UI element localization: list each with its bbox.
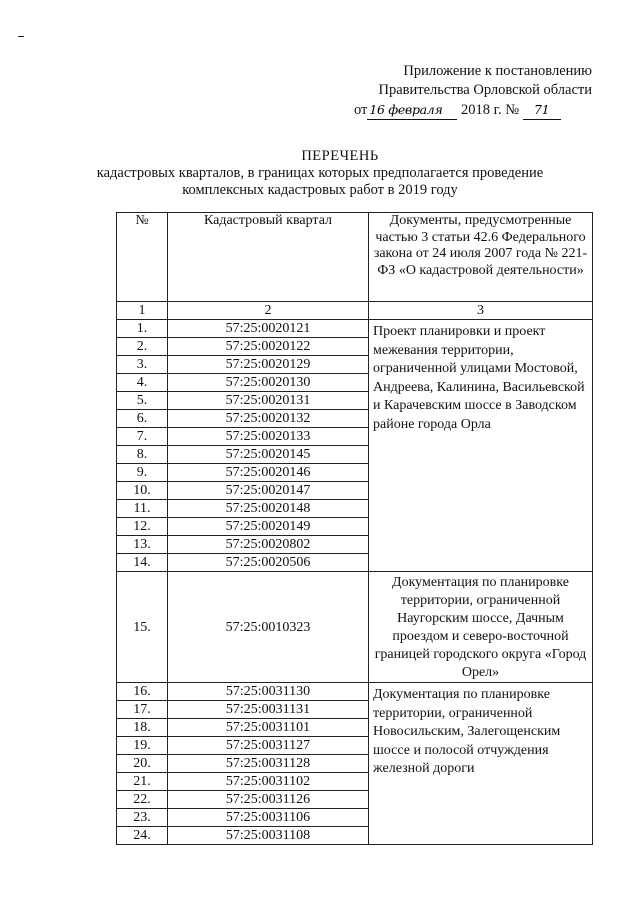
row-number: 22.: [117, 791, 168, 809]
cadastral-quarter: 57:25:0020121: [168, 320, 369, 338]
appendix-line-2: Правительства Орловской области: [378, 82, 592, 98]
header-quarter: Кадастровый квартал: [168, 213, 369, 302]
cadastral-quarter: 57:25:0020132: [168, 410, 369, 428]
row-number: 12.: [117, 518, 168, 536]
row-number: 3.: [117, 356, 168, 374]
row-number: 1.: [117, 320, 168, 338]
date-prefix: от: [354, 102, 368, 118]
cadastral-quarter: 57:25:0031108: [168, 827, 369, 845]
handwritten-number: 71: [523, 100, 561, 120]
appendix-line-1: Приложение к постановлению: [403, 63, 592, 79]
row-number: 18.: [117, 719, 168, 737]
column-number: 1: [117, 302, 168, 320]
document-subtitle-line-1: кадастровых кварталов, в границах которых предполагается проведение: [96, 165, 544, 181]
margin-mark: [18, 36, 24, 37]
cadastral-quarter: 57:25:0031101: [168, 719, 369, 737]
row-number: 9.: [117, 464, 168, 482]
row-number: 11.: [117, 500, 168, 518]
table-row: [117, 683, 593, 701]
table-header-row: [117, 213, 593, 302]
row-number: 10.: [117, 482, 168, 500]
appendix-header: [352, 62, 592, 120]
row-number: 21.: [117, 773, 168, 791]
cadastral-quarter: 57:25:0020133: [168, 428, 369, 446]
row-number: 19.: [117, 737, 168, 755]
row-number: 17.: [117, 701, 168, 719]
row-number: 14.: [117, 554, 168, 572]
row-number: 15.: [117, 572, 168, 683]
row-number: 13.: [117, 536, 168, 554]
cadastral-quarter: 57:25:0020122: [168, 338, 369, 356]
handwritten-date: 16 февраля: [367, 100, 457, 120]
cadastral-quarter: 57:25:0031130: [168, 683, 369, 701]
cadastral-quarter: 57:25:0020131: [168, 392, 369, 410]
row-number: 5.: [117, 392, 168, 410]
row-number: 7.: [117, 428, 168, 446]
row-number: 20.: [117, 755, 168, 773]
column-number: 3: [369, 302, 593, 320]
row-number: 6.: [117, 410, 168, 428]
cadastral-quarter: 57:25:0020149: [168, 518, 369, 536]
cadastral-quarter: 57:25:0031128: [168, 755, 369, 773]
row-number: 2.: [117, 338, 168, 356]
document-title-block: [0, 148, 640, 199]
cadastral-quarter: 57:25:0031131: [168, 701, 369, 719]
cadastral-quarter: 57:25:0031102: [168, 773, 369, 791]
row-number: 24.: [117, 827, 168, 845]
planning-document: Документация по планировке территории, ограниченной Наугорским шоссе, Дачным проездом и северо-восточной границей городского округа «Город Орел»: [369, 572, 593, 683]
cadastral-quarter: 57:25:0020802: [168, 536, 369, 554]
row-number: 23.: [117, 809, 168, 827]
planning-document: Документация по планировке территории, ограниченной Новосильским, Залегощенским шоссе и полосой отчуждения железной дороги: [369, 683, 593, 845]
column-number: 2: [168, 302, 369, 320]
column-number-row: [117, 302, 593, 320]
cadastral-quarter: 57:25:0031127: [168, 737, 369, 755]
cadastral-quarter: 57:25:0010323: [168, 572, 369, 683]
header-num: №: [117, 213, 168, 302]
table-row: [117, 320, 593, 338]
cadastral-quarter: 57:25:0020146: [168, 464, 369, 482]
table-row: [117, 572, 593, 683]
row-number: 4.: [117, 374, 168, 392]
row-number: 8.: [117, 446, 168, 464]
cadastral-quarter: 57:25:0020148: [168, 500, 369, 518]
appendix-date-line: [352, 100, 592, 120]
cadastral-quarters-table: [116, 212, 593, 845]
document-title: ПЕРЕЧЕНЬ: [301, 148, 379, 164]
document-subtitle-line-2: комплексных кадастровых работ в 2019 году: [182, 182, 458, 198]
cadastral-quarter: 57:25:0020130: [168, 374, 369, 392]
row-number: 16.: [117, 683, 168, 701]
cadastral-quarter: 57:25:0020506: [168, 554, 369, 572]
cadastral-quarter: 57:25:0031106: [168, 809, 369, 827]
cadastral-quarter: 57:25:0031126: [168, 791, 369, 809]
header-documents: Документы, предусмотренные частью 3 статьи 42.6 Федерального закона от 24 июля 2007 года № 221-ФЗ «О кадастровой деятельности»: [369, 213, 593, 302]
cadastral-quarter: 57:25:0020145: [168, 446, 369, 464]
planning-document: Проект планировки и проект межевания территории, ограниченной улицами Мостовой, Андреева, Калинина, Васильевской и Карачевским шоссе в Заводском районе города Орла: [369, 320, 593, 572]
cadastral-quarter: 57:25:0020147: [168, 482, 369, 500]
year-label: 2018 г. №: [461, 102, 520, 118]
cadastral-quarter: 57:25:0020129: [168, 356, 369, 374]
